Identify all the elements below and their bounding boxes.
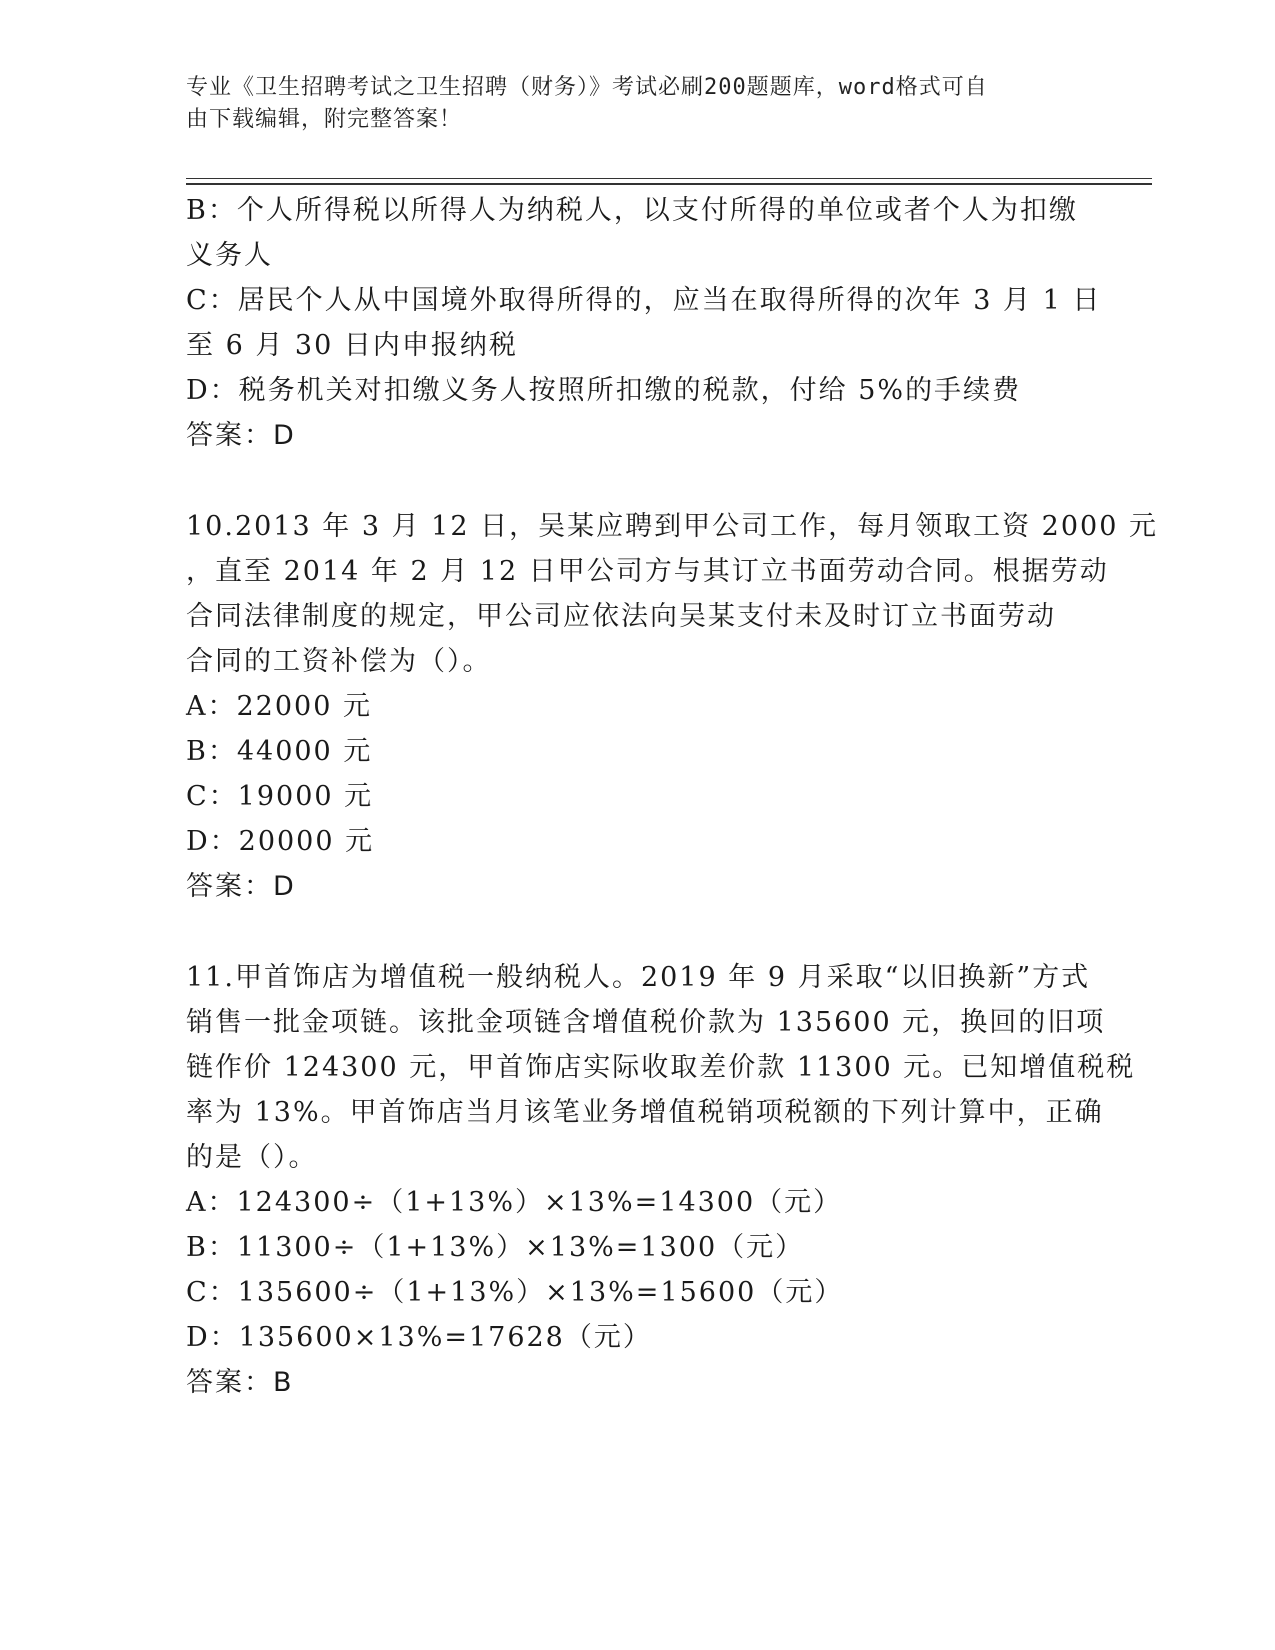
question-11 [186,955,1136,1405]
question-stem-line-5: 的是（）。 [186,1142,318,1173]
question-stem-line-3: 链作价 124300 元，甲首饰店实际收取差价款 11300 元。已知增值税税 [186,1052,1136,1083]
question-stem-line-2: 销售一批金项链。该批金项链含增值税价款为 135600 元，换回的旧项 [186,1007,1106,1038]
answer: 答案：B [186,1367,294,1398]
question-stem-line-1: 10.2013 年 3 月 12 日，吴某应聘到甲公司工作，每月领取工资 2000 元 [186,511,1158,542]
header-divider-thin [186,178,1152,179]
document-body [186,188,1158,1405]
spacer [186,458,1086,504]
question-stem-line-4: 率为 13%。甲首饰店当月该笔业务增值税销项税额的下列计算中，正确 [186,1097,1104,1128]
option-b: B：11300÷（1+13%）×13%=1300（元） [186,1232,805,1263]
answer: 答案：D [186,420,296,451]
spacer [186,909,1086,955]
option-b-line-2: 义务人 [186,240,273,271]
option-c-line-2: 至 6 月 30 日内申报纳税 [186,330,518,361]
question-stem-line-2: ，直至 2014 年 2 月 12 日甲公司方与其订立书面劳动合同。根据劳动 [186,556,1109,587]
header-title-line-1: 专业《卫生招聘考试之卫生招聘（财务）》考试必刷200题题库，word格式可自 [186,75,988,100]
question-stem-line-1: 11.甲首饰店为增值税一般纳税人。2019 年 9 月采取“以旧换新”方式 [186,962,1091,993]
option-c-line-1: C：居民个人从中国境外取得所得的，应当在取得所得的次年 3 月 1 日 [186,285,1102,316]
option-b: B：44000 元 [186,736,373,767]
option-d: D：税务机关对扣缴义务人按照所扣缴的税款，付给 5%的手续费 [186,375,1022,406]
header-title-line-2: 由下载编辑，附完整答案！ [186,107,463,132]
question-9-continued [186,188,1102,458]
answer: 答案：D [186,871,296,902]
question-stem-line-3: 合同法律制度的规定，甲公司应依法向吴某支付未及时订立书面劳动 [186,601,1056,632]
question-stem-line-4: 合同的工资补偿为（）。 [186,646,492,677]
question-10 [186,504,1158,909]
option-c: C：19000 元 [186,781,374,812]
option-d: D：20000 元 [186,826,375,857]
document-header [186,72,1066,136]
header-divider-thick [186,183,1152,185]
option-c: C：135600÷（1+13%）×13%=15600（元） [186,1277,844,1308]
option-d: D：135600×13%=17628（元） [186,1322,652,1353]
option-a: A：22000 元 [186,691,372,722]
option-b-line-1: B：个人所得税以所得人为纳税人，以支付所得的单位或者个人为扣缴 [186,195,1078,226]
option-a: A：124300÷（1+13%）×13%=14300（元） [186,1187,843,1218]
